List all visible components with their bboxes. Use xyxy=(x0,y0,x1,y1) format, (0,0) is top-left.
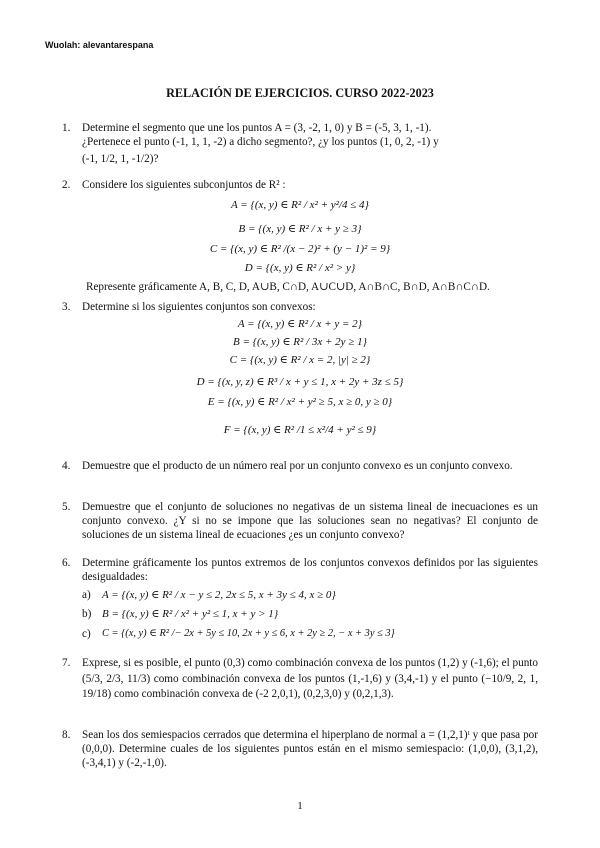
exercise-3-set-d: D = {(x, y, z) ∈ R³ / x + y ≤ 1, x + 2y + 3z ≤ 5} xyxy=(196,376,404,388)
exercise-1-number: 1. xyxy=(62,122,71,134)
exercise-2-set-b: B = {(x, y) ∈ R² / x + y ≥ 3} xyxy=(238,223,362,235)
exercise-6-text: Determine gráficamente los puntos extremos de los conjuntos convexos definidos por las siguientes desigualdades: xyxy=(82,557,538,583)
exercise-2-set-d: D = {(x, y) ∈ R² / x² > y} xyxy=(244,262,356,274)
exercise-3-set-a: A = {(x, y) ∈ R² / x + y = 2} xyxy=(237,318,363,330)
exercise-6-item-b-label: b) xyxy=(82,608,92,620)
author-header: Wuolah: alevantarespana xyxy=(45,40,154,50)
exercise-3-set-b: B = {(x, y) ∈ R² / 3x + 2y ≥ 1} xyxy=(233,336,367,348)
exercise-2-intro: Considere los siguientes subconjuntos de R² : xyxy=(82,179,286,191)
exercise-6-item-a-label: a) xyxy=(82,589,91,601)
exercise-6-item-c-label: c) xyxy=(82,628,91,640)
exercise-2-set-c: C = {(x, y) ∈ R² /(x − 2)² + (y − 1)² = 9} xyxy=(209,243,391,255)
exercise-5-text: Demuestre que el conjunto de soluciones no negativas de un sistema lineal de inecuaciones es un conjunto convexo. ¿Y si no se impone que las soluciones sean no negativas? El conjunto de soluciones de un sistema lineal de ecuaciones ¿es un conjunto convexo? xyxy=(82,501,538,541)
exercise-1-line-1: Determine el segmento que une los puntos A = (3, -2, 1, 0) y B = (-5, 3, 1, -1). xyxy=(82,122,432,134)
exercise-2-represent: Represente gráficamente A, B, C, D, A∪B, C∩D, A∪C∪D, A∩B∩C, B∩D, A∩B∩C∩D. xyxy=(86,281,490,293)
exercise-2-set-a: A = {(x, y) ∈ R² / x² + y²/4 ≤ 4} xyxy=(231,199,369,211)
exercise-3-set-c: C = {(x, y) ∈ R² / x = 2, |y| ≥ 2} xyxy=(229,354,371,366)
exercise-8-text: Sean los dos semiespacios cerrados que determina el hiperplano de normal a = (1,2,1)ᵗ y que pasa por (0,0,0). Determine cuales de los siguientes puntos están en el mismo semiespacio: (1,0,0), (3,1,2), (-3,4,1) y (-2,-1,0). xyxy=(82,729,538,769)
exercise-8-number: 8. xyxy=(62,729,71,741)
exercise-3-set-f: F = {(x, y) ∈ R² /1 ≤ x²/4 + y² ≤ 9} xyxy=(223,424,377,436)
exercise-3-set-e: E = {(x, y) ∈ R² / x² + y² ≥ 5, x ≥ 0, y ≥ 0} xyxy=(207,396,393,408)
exercise-1-line-3: (-1, 1/2, 1, -1/2)? xyxy=(82,153,159,165)
exercise-3-intro: Determine si los siguientes conjuntos son convexos: xyxy=(82,301,316,313)
exercise-6-number: 6. xyxy=(62,557,71,569)
exercise-7-number: 7. xyxy=(62,657,71,669)
exercise-7-text: Exprese, si es posible, el punto (0,3) como combinación convexa de los puntos (1,2) y (-1,6); el punto (5/3, 2/3, 11/3) como combinación convexa de los puntos (1,-1,6) y (3,4,-1) y el punto (−10/9, 2, 1, 19/18) como combinación convexa de (-2 2,0,1), (0,2,3,0) y (0,2,1,3). xyxy=(82,657,538,700)
page-number: 1 xyxy=(297,800,303,812)
exercise-3-number: 3. xyxy=(62,301,71,313)
exercise-6-item-c-expr: C = {(x, y) ∈ R² /− 2x + 5y ≤ 10, 2x + y ≤ 6, x + 2y ≥ 2, − x + 3y ≤ 3} xyxy=(102,628,395,639)
exercise-4-number: 4. xyxy=(62,460,71,472)
exercise-4-text: Demuestre que el producto de un número real por un conjunto convexo es un conjunto convexo. xyxy=(82,460,513,472)
exercise-1-line-2: ¿Pertenece el punto (-1, 1, 1, -2) a dicho segmento?, ¿y los puntos (1, 0, 2, -1) y xyxy=(82,136,439,148)
exercise-6-item-a-expr: A = {(x, y) ∈ R² / x − y ≤ 2, 2x ≤ 5, x + 3y ≤ 4, x ≥ 0} xyxy=(102,589,336,601)
exercise-2-number: 2. xyxy=(62,179,71,191)
exercise-6-item-b-expr: B = {(x, y) ∈ R² / x² + y² ≤ 1, x + y > 1} xyxy=(102,608,279,620)
page-title: RELACIÓN DE EJERCICIOS. CURSO 2022-2023 xyxy=(166,86,434,100)
exercise-5-number: 5. xyxy=(62,501,71,513)
